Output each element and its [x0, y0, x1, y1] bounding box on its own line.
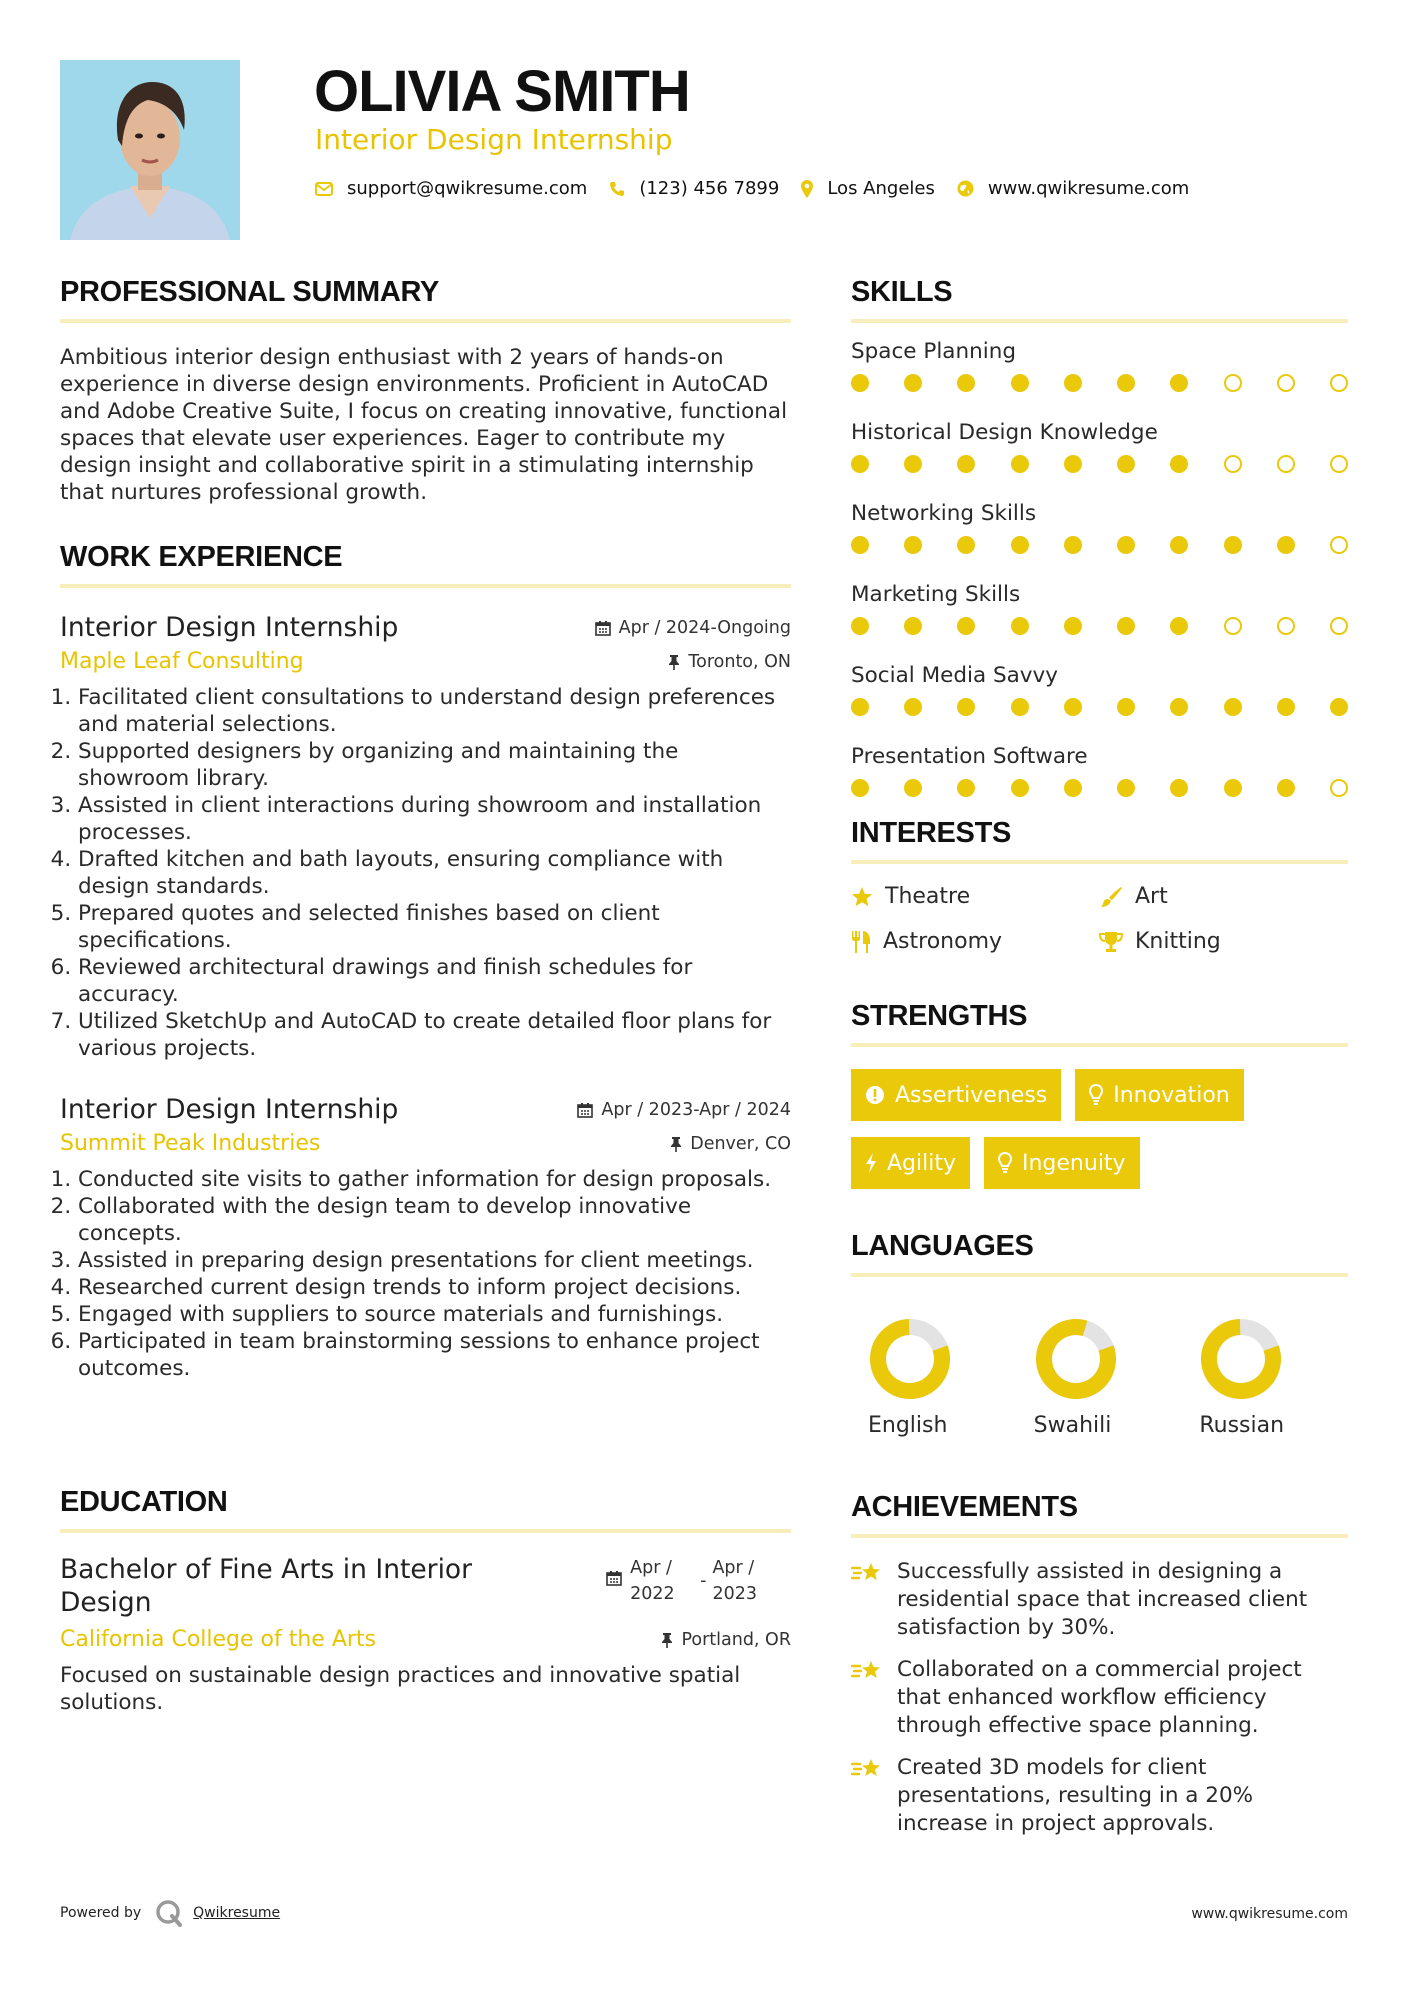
- contact-website[interactable]: [957, 178, 1189, 199]
- achievements-title: ACHIEVEMENTS: [851, 1491, 1078, 1523]
- lightbulb-icon: [1089, 1084, 1103, 1106]
- skill-rating: [851, 617, 1348, 635]
- candidate-name: OLIVIA SMITH: [314, 59, 690, 124]
- utensils-icon: [851, 930, 871, 954]
- degree-title: [60, 1553, 472, 1619]
- strengths-title: STRENGTHS: [851, 1000, 1028, 1032]
- language-label: Russian: [1199, 1413, 1285, 1438]
- contact-location: [801, 178, 935, 199]
- skill-item: [851, 582, 1348, 635]
- list-item: 3. Assisted in client interactions during showroom and installation processes.: [78, 792, 791, 846]
- lightbulb-icon: [998, 1152, 1012, 1174]
- strength-label: Innovation: [1113, 1082, 1230, 1108]
- skills-section: [851, 276, 1348, 825]
- skill-item: [851, 339, 1348, 392]
- strength-label: Ingenuity: [1022, 1150, 1126, 1176]
- trophy-icon: [1099, 931, 1123, 953]
- rating-dot-filled: [957, 617, 975, 635]
- list-item: 1. Conducted site visits to gather information for design proposals.: [78, 1166, 791, 1193]
- interest-label: Astronomy: [883, 929, 1003, 954]
- envelope-icon: [315, 182, 333, 196]
- company-name: Summit Peak Industries: [60, 1131, 321, 1156]
- rating-dot-empty: [1224, 374, 1242, 392]
- rating-dot-filled: [1064, 374, 1082, 392]
- rating-dot-filled: [1224, 779, 1242, 797]
- skills-list: [851, 339, 1348, 797]
- skill-name: Historical Design Knowledge: [851, 420, 1158, 445]
- list-item: 3. Assisted in preparing design presentations for client meetings.: [78, 1247, 791, 1274]
- interest-item: [1099, 884, 1347, 909]
- job-title: Interior Design Internship: [60, 1094, 399, 1125]
- location-text: Los Angeles: [827, 178, 935, 199]
- strengths-section: [851, 1000, 1348, 1205]
- duty-list: [60, 1166, 791, 1382]
- strength-tag: [1075, 1069, 1243, 1121]
- interest-item: [851, 884, 1099, 909]
- shooting-star-icon: [851, 1756, 883, 1782]
- skill-rating: [851, 698, 1348, 716]
- section-divider: [851, 1273, 1348, 1277]
- rating-dot-filled: [1064, 779, 1082, 797]
- skill-name: Marketing Skills: [851, 582, 1021, 607]
- rating-dot-filled: [957, 455, 975, 473]
- rating-dot-empty: [1277, 455, 1295, 473]
- education-section: [60, 1486, 791, 1716]
- rating-dot-filled: [1277, 536, 1295, 554]
- list-item: 5. Prepared quotes and selected finishes based on client specifications.: [78, 900, 791, 954]
- rating-dot-empty: [1330, 374, 1348, 392]
- rating-dot-filled: [1170, 617, 1188, 635]
- achievements-section: [851, 1491, 1348, 1852]
- list-item: 7. Utilized SketchUp and AutoCAD to create detailed floor plans for various projects.: [78, 1008, 791, 1062]
- rating-dot-filled: [957, 374, 975, 392]
- achievement-text: Collaborated on a commercial project that enhanced workflow efficiency through effective space planning.: [897, 1657, 1302, 1738]
- school-location-text: Portland, OR: [681, 1629, 791, 1650]
- shooting-star-icon: [851, 1658, 883, 1684]
- job-date-text: Apr / 2024-Ongoing: [618, 618, 791, 638]
- section-divider: [851, 319, 1348, 323]
- language-item: [1017, 1317, 1183, 1438]
- star-icon: [851, 886, 873, 908]
- rating-dot-empty: [1224, 455, 1242, 473]
- skill-item: [851, 420, 1348, 473]
- strength-tag: [984, 1137, 1140, 1189]
- rating-dot-filled: [957, 779, 975, 797]
- interests-title: INTERESTS: [851, 817, 1012, 849]
- list-item: 6. Participated in team brainstorming sessions to enhance project outcomes.: [78, 1328, 791, 1382]
- section-divider: [60, 319, 791, 323]
- rating-dot-filled: [1277, 779, 1295, 797]
- skill-item: [851, 501, 1348, 554]
- candidate-role: Interior Design Internship: [315, 123, 673, 156]
- pushpin-icon: [661, 1632, 673, 1648]
- summary-text: Ambitious interior design enthusiast with 2 years of hands-on experience in diverse design environments. Proficient in AutoCAD and Adobe Creative Suite, I focus on creating innovative, functional spaces that elevate user experiences. Eager to contribute my design insight and collaborative spirit in a stimulating internship that nurtures professional growth.: [60, 345, 788, 505]
- rating-dot-filled: [1117, 536, 1135, 554]
- job-entry: [60, 1094, 791, 1382]
- degree-title-line: Design: [60, 1587, 152, 1618]
- interest-label: Theatre: [885, 884, 971, 909]
- contact-email[interactable]: [315, 178, 587, 199]
- summary-section: [60, 276, 791, 506]
- rating-dot-filled: [1277, 698, 1295, 716]
- section-divider: [60, 1529, 791, 1533]
- experience-section: [60, 541, 791, 1382]
- rating-dot-filled: [1170, 536, 1188, 554]
- rating-dot-filled: [904, 617, 922, 635]
- rating-dot-filled: [851, 617, 869, 635]
- list-item: 4. Drafted kitchen and bath layouts, ensuring compliance with design standards.: [78, 846, 791, 900]
- bolt-icon: [865, 1152, 877, 1174]
- rating-dot-filled: [904, 374, 922, 392]
- degree-title-line: Bachelor of Fine Arts in Interior: [60, 1554, 473, 1585]
- strength-label: Agility: [887, 1150, 956, 1176]
- school-name: California College of the Arts: [60, 1627, 377, 1652]
- skill-name: Social Media Savvy: [851, 663, 1058, 688]
- job-date: [595, 618, 791, 638]
- skills-title: SKILLS: [851, 276, 953, 308]
- list-item: 4. Researched current design trends to inform project decisions.: [78, 1274, 791, 1301]
- globe-icon: [957, 180, 974, 197]
- shooting-star-icon: [851, 1560, 883, 1586]
- calendar-icon: [595, 620, 611, 636]
- skill-rating: [851, 374, 1348, 392]
- list-item: 2. Supported designers by organizing and maintaining the showroom library.: [78, 738, 791, 792]
- skill-name: Networking Skills: [851, 501, 1037, 526]
- interest-item: [1099, 929, 1347, 954]
- qwikresume-link[interactable]: Qwikresume: [193, 1905, 281, 1921]
- rating-dot-filled: [1011, 455, 1029, 473]
- start-month: Apr /: [630, 1558, 672, 1578]
- job-entry: [60, 612, 791, 1062]
- rating-dot-empty: [1330, 617, 1348, 635]
- job-location-text: Denver, CO: [690, 1133, 791, 1154]
- education-title: EDUCATION: [60, 1486, 228, 1518]
- rating-dot-filled: [1117, 698, 1135, 716]
- skill-name: Presentation Software: [851, 744, 1088, 769]
- job-title: Interior Design Internship: [60, 612, 399, 643]
- skill-name: Space Planning: [851, 339, 1016, 364]
- footer-powered-by: [60, 1899, 280, 1927]
- rating-dot-filled: [904, 779, 922, 797]
- section-divider: [851, 860, 1348, 864]
- achievement-text: Created 3D models for client presentations, resulting in a 20% increase in project approvals.: [897, 1755, 1254, 1836]
- list-item: 2. Collaborated with the design team to develop innovative concepts.: [78, 1193, 791, 1247]
- rating-dot-filled: [1170, 455, 1188, 473]
- list-item: 6. Reviewed architectural drawings and finish schedules for accuracy.: [78, 954, 791, 1008]
- rating-dot-filled: [851, 536, 869, 554]
- powered-by-text: Powered by: [60, 1905, 142, 1921]
- phone-text: (123) 456 7899: [639, 178, 780, 199]
- list-item: 1. Facilitated client consultations to understand design preferences and material selections.: [78, 684, 791, 738]
- end-year: 2023: [712, 1584, 757, 1604]
- rating-dot-filled: [851, 779, 869, 797]
- rating-dot-filled: [1117, 617, 1135, 635]
- section-divider: [851, 1534, 1348, 1538]
- strength-label: Assertiveness: [895, 1082, 1048, 1108]
- rating-dot-filled: [1064, 536, 1082, 554]
- interest-item: [851, 929, 1099, 954]
- rating-dot-filled: [1117, 779, 1135, 797]
- skill-rating: [851, 536, 1348, 554]
- website-text: www.qwikresume.com: [987, 178, 1190, 199]
- rating-dot-filled: [1224, 698, 1242, 716]
- pushpin-icon: [670, 1136, 682, 1152]
- education-dates: [606, 1555, 757, 1619]
- rating-dot-filled: [1170, 779, 1188, 797]
- paintbrush-icon: [1099, 886, 1123, 908]
- job-location: [670, 1134, 791, 1154]
- language-item: [1182, 1317, 1348, 1438]
- summary-title: PROFESSIONAL SUMMARY: [60, 276, 440, 308]
- rating-dot-filled: [1117, 455, 1135, 473]
- pushpin-icon: [668, 654, 680, 670]
- rating-dot-filled: [904, 536, 922, 554]
- start-year: 2022: [630, 1584, 675, 1604]
- email-text: support@qwikresume.com: [347, 178, 588, 199]
- date-dash: -: [700, 1571, 707, 1591]
- rating-dot-filled: [904, 698, 922, 716]
- rating-dot-filled: [1064, 698, 1082, 716]
- rating-dot-empty: [1330, 779, 1348, 797]
- skill-item: [851, 663, 1348, 716]
- rating-dot-filled: [1011, 698, 1029, 716]
- language-item: [851, 1317, 1017, 1438]
- contact-phone[interactable]: [609, 178, 779, 199]
- achievement-item: [851, 1656, 1348, 1740]
- rating-dot-filled: [1170, 698, 1188, 716]
- rating-dot-filled: [904, 455, 922, 473]
- achievement-item: [851, 1558, 1348, 1642]
- interests-section: [851, 817, 1348, 954]
- rating-dot-filled: [1224, 536, 1242, 554]
- rating-dot-filled: [1011, 536, 1029, 554]
- achievement-item: [851, 1754, 1348, 1838]
- calendar-icon: [577, 1102, 593, 1118]
- section-divider: [851, 1043, 1348, 1047]
- achievement-text: Successfully assisted in designing a residential space that increased client satisfaction by 30%.: [897, 1559, 1308, 1640]
- rating-dot-filled: [1011, 374, 1029, 392]
- section-divider: [60, 584, 791, 588]
- rating-dot-filled: [1064, 455, 1082, 473]
- strength-tag: [851, 1137, 970, 1189]
- rating-dot-filled: [1064, 617, 1082, 635]
- end-month: Apr /: [712, 1558, 755, 1578]
- job-date: [577, 1100, 791, 1120]
- footer-website[interactable]: www.qwikresume.com: [1191, 1906, 1348, 1922]
- list-item: 5. Engaged with suppliers to source materials and furnishings.: [78, 1301, 791, 1328]
- education-description: Focused on sustainable design practices and innovative spatial solutions.: [60, 1663, 741, 1715]
- contact-bar: [315, 178, 1211, 199]
- rating-dot-filled: [851, 455, 869, 473]
- rating-dot-filled: [1117, 374, 1135, 392]
- language-proficiency-ring: [868, 1317, 952, 1401]
- language-label: English: [868, 1413, 948, 1438]
- qwikresume-logo-icon: [155, 1899, 183, 1927]
- rating-dot-empty: [1330, 455, 1348, 473]
- phone-icon: [609, 181, 625, 197]
- rating-dot-filled: [1330, 698, 1348, 716]
- rating-dot-filled: [1011, 617, 1029, 635]
- language-proficiency-ring: [1034, 1317, 1118, 1401]
- rating-dot-empty: [1224, 617, 1242, 635]
- rating-dot-filled: [1011, 779, 1029, 797]
- skill-rating: [851, 455, 1348, 473]
- languages-section: [851, 1230, 1348, 1438]
- company-name: Maple Leaf Consulting: [60, 649, 304, 674]
- experience-title: WORK EXPERIENCE: [60, 541, 343, 573]
- map-marker-icon: [801, 180, 813, 198]
- rating-dot-empty: [1330, 536, 1348, 554]
- rating-dot-empty: [1277, 374, 1295, 392]
- rating-dot-filled: [957, 698, 975, 716]
- school-location: [661, 1630, 791, 1650]
- job-location: [668, 652, 791, 672]
- languages-title: LANGUAGES: [851, 1230, 1034, 1262]
- job-date-text: Apr / 2023-Apr / 2024: [601, 1100, 791, 1120]
- strength-tag: [851, 1069, 1061, 1121]
- rating-dot-filled: [957, 536, 975, 554]
- interest-label: Knitting: [1135, 929, 1221, 954]
- rating-dot-filled: [1170, 374, 1188, 392]
- rating-dot-filled: [851, 374, 869, 392]
- interest-label: Art: [1135, 884, 1168, 909]
- profile-photo: [60, 60, 240, 240]
- rating-dot-filled: [851, 698, 869, 716]
- language-label: Swahili: [1033, 1413, 1112, 1438]
- job-location-text: Toronto, ON: [688, 651, 791, 672]
- skill-item: [851, 744, 1348, 797]
- duty-list: [60, 684, 791, 1062]
- calendar-icon: [606, 1570, 622, 1586]
- exclamation-circle-icon: [865, 1085, 885, 1105]
- language-proficiency-ring: [1199, 1317, 1283, 1401]
- ring-fill: [1035, 1318, 1117, 1400]
- rating-dot-empty: [1277, 617, 1295, 635]
- skill-rating: [851, 779, 1348, 797]
